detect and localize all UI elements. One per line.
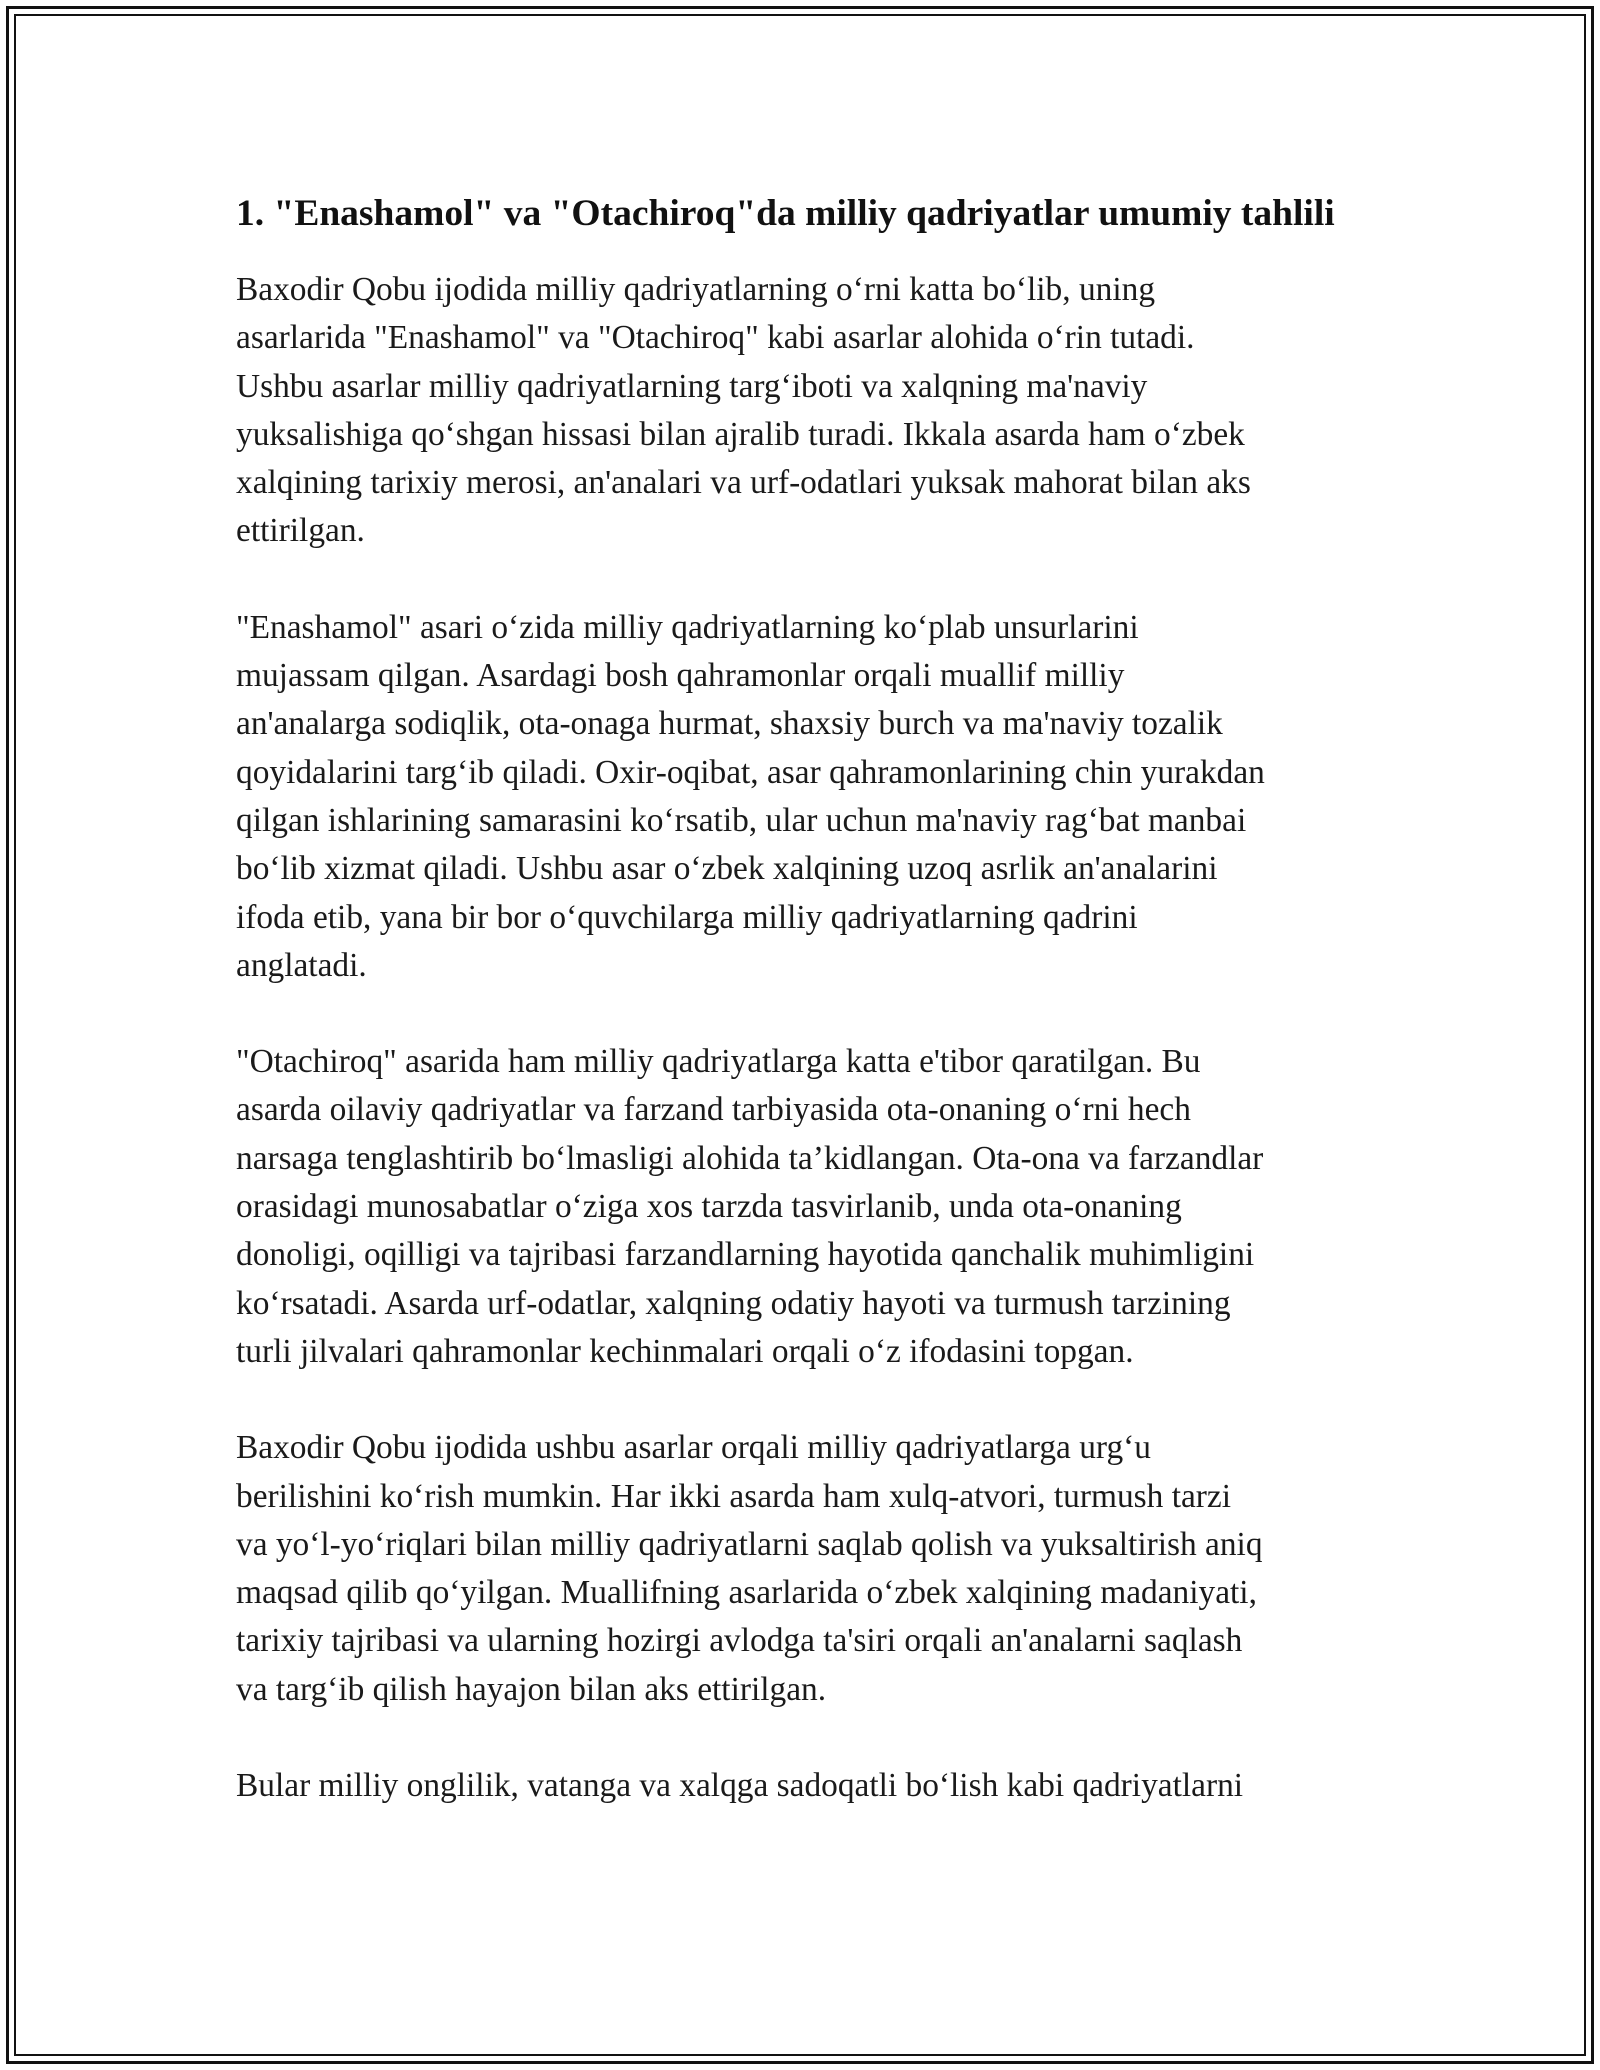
paragraph-enashamol: "Enashamol" asari oʻzida milliy qadriyatlarning koʻplab unsurlarini mujassam qilgan. Asardagi bosh qahramonlar orqali muallif milliy an'analarga sodiqlik, ota-onaga hurmat, shaxsiy burch va ma'naviy tozalik qoyidalarini targʻib qiladi. Oxir-oqibat, asar qahramonlarining chin yurakdan qilgan ishlarining samarasini koʻrsatib, ular uchun ma'naviy ragʻbat manbai boʻlib xizmat qiladi. Ushbu asar oʻzbek xalqining uzoq asrlik an'analarini ifoda etib, yana bir bor oʻquvchilarga milliy qadriyatlarning qadrini anglatadi. (236, 608, 1265, 984)
paragraph-summary: Baxodir Qobu ijodida ushbu asarlar orqali milliy qadriyatlarga urgʻu berilishini koʻrish mumkin. Har ikki asarda ham xulq-atvori, turmush tarzi va yoʻl-yoʻriqlari bilan milliy qadriyatlarni saqlab qolish va yuksaltirish aniq maqsad qilib qoʻyilgan. Muallifning asarlarida oʻzbek xalqining madaniyati, tarixiy tajribasi va ularning hozirgi avlodga ta'siri orqali an'analarni saqlash va targʻib qilish hayajon bilan aks ettirilgan. (236, 1429, 1263, 1708)
section-heading: 1. "Enashamol" va "Otachiroq"da milliy qadriyatlar umumiy tahlili (236, 193, 1335, 234)
document-body (236, 186, 1376, 1858)
paragraph-continuation: Bular milliy onglilik, vatanga va xalqga sadoqatli boʻlish kabi qadriyatlarni (236, 1767, 1244, 1805)
paragraph-intro: Baxodir Qobu ijodida milliy qadriyatlarning oʻrni katta boʻlib, uning asarlarida "Enashamol" va "Otachiroq" kabi asarlar alohida oʻrin tutadi. Ushbu asarlar milliy qadriyatlarning targʻiboti va xalqning ma'naviy yuksalishiga qoʻshgan hissasi bilan ajralib turadi. Ikkala asarda ham oʻzbek xalqining tarixiy merosi, an'analari va urf-odatlari yuksak mahorat bilan aks ettirilgan. (236, 271, 1251, 550)
paragraph-otachiroq: "Otachiroq" asarida ham milliy qadriyatlarga katta e'tibor qaratilgan. Bu asarda oilaviy qadriyatlar va farzand tarbiyasida ota-onaning oʻrni hech narsaga tenglashtirib boʻlmasligi alohida ta’kidlangan. Ota-ona va farzandlar orasidagi munosabatlar oʻziga xos tarzda tasvirlanib, unda ota-onaning donoligi, oqilligi va tajribasi farzandlarning hayotida qanchalik muhimligini koʻrsatadi. Asarda urf-odatlar, xalqning odatiy hayoti va turmush tarzining turli jilvalari qahramonlar kechinmalari orqali oʻz ifodasini topgan. (236, 1043, 1264, 1370)
